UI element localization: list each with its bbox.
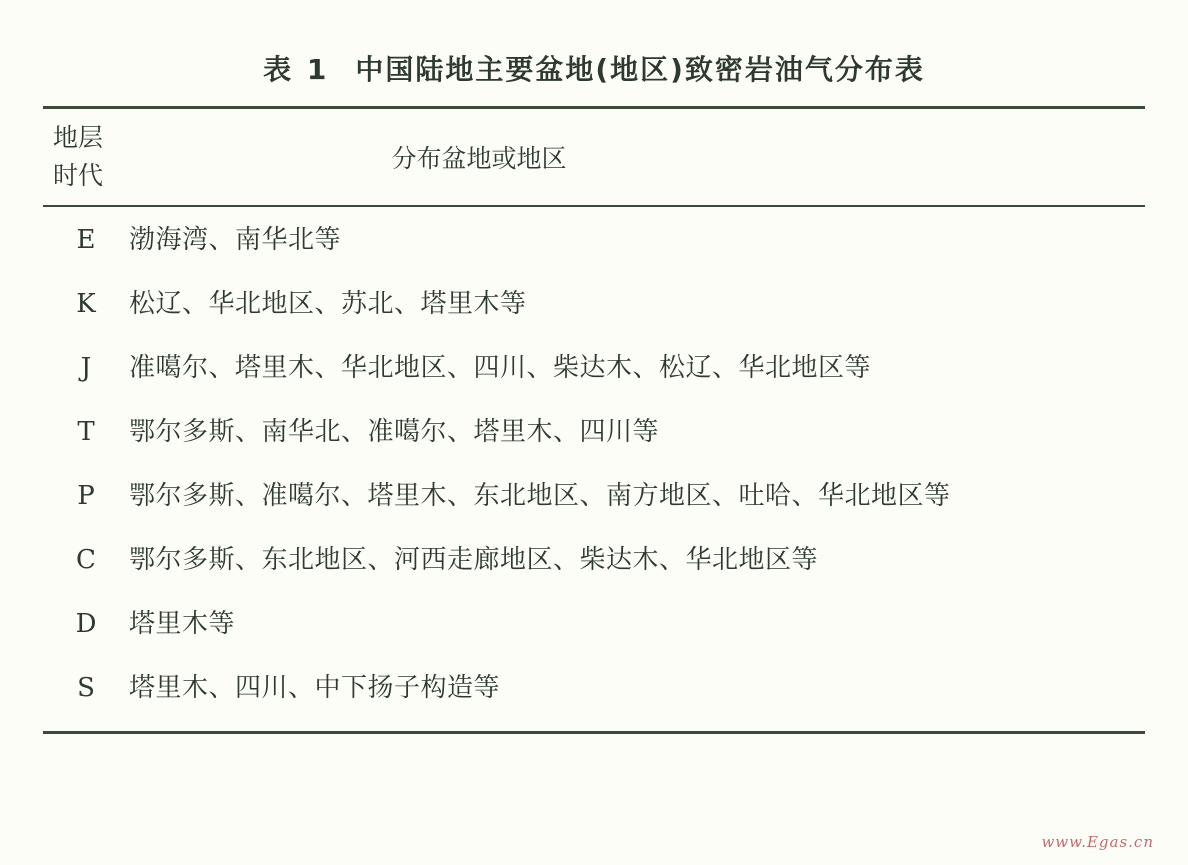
table-row	[43, 475, 1145, 539]
cell-region: 鄂尔多斯、南华北、准噶尔、塔里木、四川等	[129, 417, 660, 447]
cell-region: 松辽、华北地区、苏北、塔里木等	[129, 289, 527, 319]
header-era-line2: 时代	[53, 161, 104, 190]
watermark: www.Egas.cn	[1041, 833, 1154, 851]
cell-era: P	[77, 481, 95, 511]
header-cell-era	[43, 119, 153, 195]
cell-region: 渤海湾、南华北等	[129, 225, 342, 255]
table-header-row	[43, 109, 1145, 205]
cell-era: D	[75, 609, 97, 639]
cell-era: K	[76, 289, 96, 319]
table-body	[43, 207, 1145, 731]
table-row	[43, 219, 1145, 283]
cell-era: S	[77, 673, 95, 703]
table-caption: 中国陆地主要盆地(地区)致密岩油气分布表	[355, 53, 925, 86]
cell-region: 鄂尔多斯、东北地区、河西走廊地区、柴达木、华北地区等	[129, 545, 819, 575]
table-row	[43, 539, 1145, 603]
cell-region: 准噶尔、塔里木、华北地区、四川、柴达木、松辽、华北地区等	[129, 353, 872, 383]
table-row	[43, 347, 1145, 411]
table-title	[0, 48, 1188, 88]
cell-region: 塔里木、四川、中下扬子构造等	[129, 673, 501, 703]
table-row	[43, 603, 1145, 667]
cell-era: C	[76, 545, 96, 575]
table-page	[0, 48, 1188, 865]
table-row	[43, 283, 1145, 347]
cell-region: 鄂尔多斯、准噶尔、塔里木、东北地区、南方地区、吐哈、华北地区等	[129, 481, 951, 511]
table-number: 表 1	[263, 53, 330, 86]
table-row	[43, 667, 1145, 731]
cell-era: E	[76, 225, 96, 255]
cell-era: T	[77, 417, 95, 447]
table-row	[43, 411, 1145, 475]
cell-era: J	[80, 353, 92, 383]
header-era-line1: 地层	[53, 123, 104, 152]
table-rule-bottom	[43, 731, 1145, 734]
header-cell-region: 分布盆地或地区	[391, 144, 567, 173]
cell-region: 塔里木等	[129, 609, 236, 639]
